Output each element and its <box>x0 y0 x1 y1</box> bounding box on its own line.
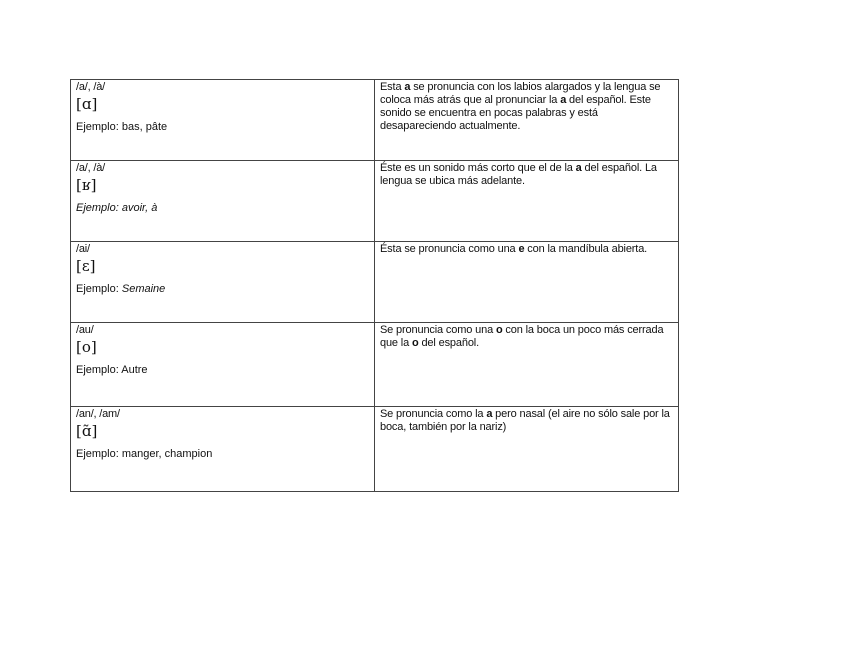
sound-cell <box>71 323 375 407</box>
sound-cell <box>71 161 375 242</box>
table-row <box>71 407 679 492</box>
example-prefix: Ejemplo: <box>76 448 122 460</box>
ipa-symbol: [ɑ̃] <box>76 422 98 440</box>
ipa-symbol: [ɛ] <box>76 257 96 275</box>
sound-spelling: /au/ <box>76 324 94 336</box>
description-text: Éste es un sonido más corto que el de la a del español. La lengua se ubica más adelante. <box>380 162 657 187</box>
sound-spelling: /ai/ <box>76 243 90 255</box>
example-line <box>76 448 370 461</box>
example-prefix: Ejemplo: <box>76 364 122 376</box>
example-words: Autre <box>121 364 148 376</box>
ipa-symbol: [ɑ] <box>76 95 98 113</box>
sound-spelling: /an/, /am/ <box>76 408 120 420</box>
description-cell <box>375 323 679 407</box>
sound-cell <box>71 80 375 161</box>
example-prefix: Ejemplo: <box>76 202 122 214</box>
example-prefix: Ejemplo: <box>76 121 122 133</box>
sound-spelling: /a/, /à/ <box>76 81 105 93</box>
description-text: Ésta se pronuncia como una e con la mandíbula abierta. <box>380 243 648 255</box>
example-words: Semaine <box>121 283 166 295</box>
example-line <box>76 283 370 296</box>
sound-cell <box>71 242 375 323</box>
description-text: Esta a se pronuncia con los labios alargados y la lengua se coloca más atrás que al pronunciar la a del español. Este sonido se encuentra en pocas palabras y está desapareciendo actualmente. <box>380 81 661 132</box>
table-row <box>71 161 679 242</box>
ipa-symbol: [ʁ] <box>76 176 97 194</box>
ipa-symbol: [o] <box>76 338 97 356</box>
description-cell <box>375 407 679 492</box>
description-text: Se pronuncia como la a pero nasal (el aire no sólo sale por la boca, también por la nariz) <box>380 408 670 433</box>
example-line <box>76 121 370 134</box>
sound-cell <box>71 407 375 492</box>
description-cell <box>375 161 679 242</box>
example-words: avoir, à <box>121 202 158 214</box>
table-row <box>71 323 679 407</box>
table-row <box>71 80 679 161</box>
description-cell <box>375 80 679 161</box>
example-words: manger, champion <box>121 448 213 460</box>
example-words: bas, pâte <box>121 121 168 133</box>
description-cell <box>375 242 679 323</box>
example-line <box>76 202 370 215</box>
description-text: Se pronuncia como una o con la boca un poco más cerrada que la o del español. <box>380 324 664 349</box>
example-prefix: Ejemplo: <box>76 283 122 295</box>
sound-spelling: /a/, /à/ <box>76 162 105 174</box>
pronunciation-table <box>70 79 679 492</box>
example-line <box>76 364 370 377</box>
table-row <box>71 242 679 323</box>
